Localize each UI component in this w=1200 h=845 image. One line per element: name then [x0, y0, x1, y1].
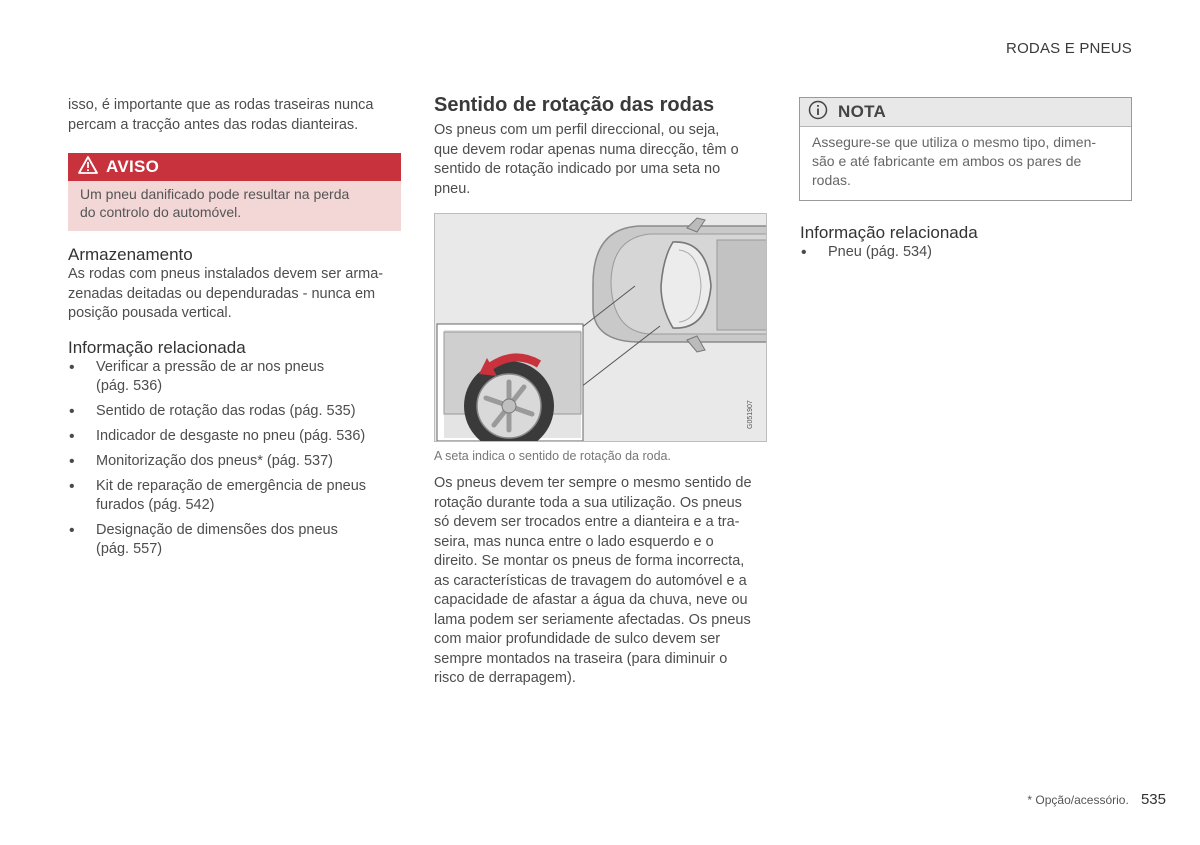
intro-line: percam a tracção antes das rodas dianteiras. — [68, 116, 359, 133]
storage-line: zenadas deitadas ou dependuradas - nunca em — [68, 285, 376, 302]
rotation-intro-line: que devem rodar apenas numa direcção, têm o — [434, 141, 739, 158]
body-line: rotação durante toda a sua utilização. Os pneus — [434, 494, 742, 511]
related-info-section — [68, 338, 403, 565]
note-header — [800, 98, 1131, 127]
related-list — [68, 358, 403, 559]
rotation-body-text — [434, 474, 774, 689]
note-line: são e até fabricante em ambos os pares de — [812, 153, 1082, 169]
rotation-intro — [434, 121, 769, 199]
storage-heading: Armazenamento — [68, 245, 193, 264]
warning-line: Um pneu danificado pode resultar na perda — [80, 186, 350, 202]
related-link[interactable]: • Monitorização dos pneus* (pág. 537) — [68, 452, 403, 471]
car-and-wheel-drawing — [435, 214, 767, 442]
warning-text — [68, 181, 401, 231]
note-title: NOTA — [838, 102, 887, 121]
storage-section — [68, 245, 403, 324]
warning-header — [68, 153, 401, 181]
tire-rotation-illustration — [434, 213, 767, 442]
related-link[interactable]: • Verificar a pressão de ar nos pneus (pág. 536) — [68, 358, 403, 396]
body-line: seira, mas nunca entre o lado esquerdo e o — [434, 533, 714, 550]
figure-code: G051907 — [747, 400, 754, 429]
body-line: direito. Se montar os pneus de forma incorrecta, — [434, 553, 745, 569]
related-link[interactable]: • Sentido de rotação das rodas (pág. 535) — [68, 402, 403, 421]
storage-line: posição pousada vertical. — [68, 305, 232, 321]
rotation-heading: Sentido de rotação das rodas — [434, 94, 715, 116]
body-line: Os pneus devem ter sempre o mesmo sentido de — [434, 475, 752, 491]
body-line: risco de derrapagem). — [434, 670, 576, 686]
storage-line: As rodas com pneus instalados devem ser arma- — [68, 266, 384, 282]
body-line: lama podem ser seriamente afectadas. Os pneus — [434, 611, 751, 628]
note-line: Assegure-se que utiliza o mesmo tipo, dimen- — [812, 134, 1097, 150]
note-line: rodas. — [812, 172, 851, 188]
related-heading: Informação relacionada — [68, 338, 246, 357]
intro-line: isso, é importante que as rodas traseiras nunca — [68, 97, 374, 113]
option-footnote: * Opção/acessório. — [1027, 793, 1129, 807]
body-line: sempre montados na traseira (para diminuir o — [434, 650, 728, 667]
storage-text — [68, 265, 403, 324]
body-line: só devem ser trocados entre a dianteira e a tra- — [434, 514, 740, 530]
warning-triangle-icon — [78, 156, 98, 179]
related-link[interactable]: • Kit de reparação de emergência de pneus furados (pág. 542) — [68, 477, 403, 515]
body-line: com maior profundidade de sulco devem ser — [434, 631, 721, 647]
rotation-intro-line: pneu. — [434, 180, 471, 197]
warning-title: AVISO — [106, 157, 160, 176]
related-heading-2: Informação relacionada — [800, 223, 978, 242]
related-link[interactable]: • Pneu (pág. 534) — [800, 243, 1135, 262]
related-list-2 — [800, 243, 1135, 262]
warning-box — [68, 153, 401, 231]
related-info-section-2 — [800, 223, 1135, 268]
section-header: RODAS E PNEUS — [1006, 40, 1132, 57]
page-footer — [1027, 791, 1166, 808]
warning-line: do controlo do automóvel. — [80, 204, 242, 220]
note-box — [799, 97, 1132, 201]
related-link[interactable]: • Designação de dimensões dos pneus (pág. 557) — [68, 521, 403, 559]
page-number: 535 — [1140, 791, 1166, 808]
rotation-intro-line: sentido de rotação indicado por uma seta no — [434, 161, 721, 177]
note-text — [800, 127, 1131, 200]
related-link[interactable]: • Indicador de desgaste no pneu (pág. 536) — [68, 427, 403, 446]
figure-caption: A seta indica o sentido de rotação da roda. — [434, 449, 671, 463]
rotation-intro-line: Os pneus com um perfil direccional, ou seja, — [434, 122, 720, 138]
intro-paragraph — [68, 96, 403, 135]
body-line: as características de travagem do automóvel e a — [434, 572, 747, 589]
info-circle-icon — [808, 100, 828, 125]
body-line: capacidade de afastar a água da chuva, neve ou — [434, 592, 748, 608]
